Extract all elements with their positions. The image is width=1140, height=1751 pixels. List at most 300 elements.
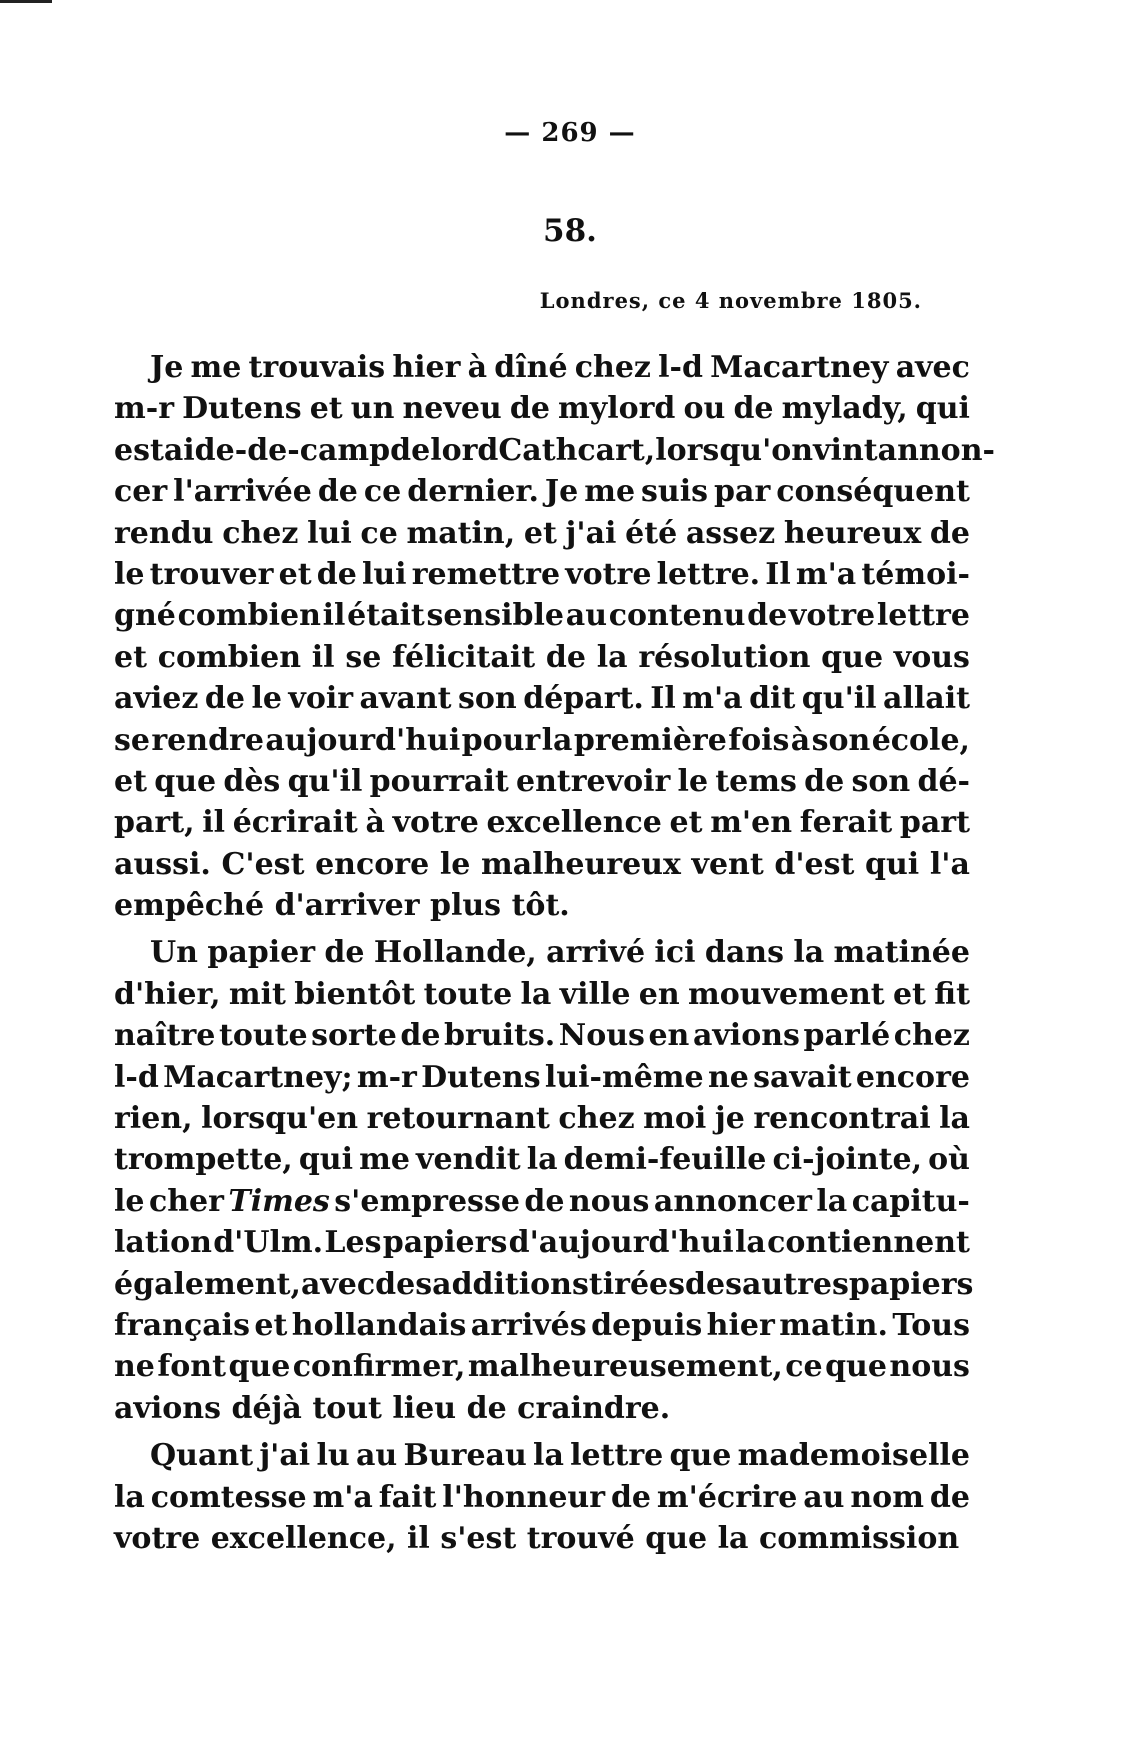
word: papier	[207, 935, 316, 971]
text-line	[114, 1346, 970, 1387]
word: la	[533, 1438, 564, 1474]
word: déjà	[231, 1390, 302, 1426]
word: votre	[788, 598, 876, 634]
word: par	[714, 474, 771, 510]
word: entrevoir	[515, 763, 671, 799]
word: comtesse	[150, 1479, 307, 1515]
word: chez	[574, 350, 651, 385]
word: malheureux	[480, 846, 681, 882]
word: neveu	[402, 391, 502, 427]
text-line	[114, 430, 995, 471]
word: son	[851, 763, 911, 799]
word: l-d	[114, 1059, 159, 1095]
word: Un	[150, 935, 198, 971]
word: première	[573, 722, 727, 758]
word: le	[114, 1183, 145, 1219]
word: annon-	[877, 432, 995, 468]
paragraph	[114, 347, 995, 926]
word: et	[309, 391, 343, 427]
word: remettre	[411, 556, 561, 592]
word: qui	[915, 391, 970, 427]
word: mylord	[558, 391, 676, 427]
word: tems	[715, 763, 797, 799]
word: de	[929, 515, 970, 551]
word: plus	[430, 888, 502, 924]
letter-number: 58.	[543, 213, 597, 249]
word: contiennent	[767, 1225, 970, 1261]
word: combien	[157, 639, 302, 675]
word: qui	[865, 846, 920, 882]
word: additions	[432, 1266, 589, 1302]
text-line	[114, 1435, 970, 1476]
paragraph	[114, 1435, 970, 1559]
word: ce	[360, 515, 398, 551]
word: français	[114, 1307, 250, 1343]
word: dit	[749, 681, 796, 717]
text-line	[114, 802, 970, 843]
word: avions	[114, 1390, 221, 1426]
word: témoi-	[861, 556, 970, 592]
word: naître	[114, 1018, 216, 1054]
word: parlé	[803, 1018, 891, 1054]
word: C'est	[221, 846, 305, 882]
word: Je	[544, 474, 579, 510]
word: mylady,	[781, 391, 908, 427]
word: que	[825, 1349, 887, 1385]
word: la	[541, 722, 573, 758]
word: j'ai	[259, 1438, 311, 1474]
word: le	[251, 681, 282, 717]
word: allait	[883, 681, 970, 717]
word: avec	[895, 350, 970, 385]
word: suis	[641, 474, 709, 510]
word: aide-de-camp	[163, 432, 391, 468]
word: trompette,	[114, 1142, 293, 1178]
word: fait	[378, 1479, 437, 1515]
word: lui	[361, 556, 407, 592]
word: matin.	[779, 1307, 888, 1343]
word: toute	[218, 1018, 308, 1054]
word: avions	[692, 1018, 800, 1054]
word: d'arriver	[274, 888, 420, 924]
word: un	[350, 391, 395, 427]
word: font	[157, 1349, 226, 1385]
word: à	[790, 722, 811, 758]
text-line	[114, 554, 970, 595]
word: Il	[765, 556, 791, 592]
word: papiers	[382, 1225, 508, 1261]
page-number: — 269 —	[504, 118, 636, 148]
word: vous	[893, 639, 970, 675]
word: d'aujourd'hui	[508, 1225, 734, 1261]
word: hier	[706, 1307, 775, 1343]
word: que	[154, 763, 217, 799]
word: moi	[643, 1101, 707, 1137]
word: été	[625, 515, 678, 551]
word: annoncer	[653, 1183, 812, 1219]
word: la	[520, 976, 552, 1012]
word: nous	[568, 1183, 650, 1219]
word: que	[821, 639, 884, 675]
word: se	[114, 722, 150, 758]
word: rendu	[114, 515, 214, 551]
word: m'a	[312, 1479, 373, 1515]
paragraph	[114, 932, 974, 1429]
word: dernier.	[407, 474, 539, 510]
text-line	[114, 1057, 970, 1098]
text-line	[114, 347, 970, 388]
word: demi-feuille	[563, 1142, 767, 1178]
word: chez	[222, 515, 299, 551]
text-line	[114, 761, 970, 802]
word: Macartney	[710, 350, 889, 385]
word: lieu	[392, 1390, 457, 1426]
word: votre	[565, 556, 652, 592]
word: m-r	[356, 1059, 417, 1095]
word: ou	[683, 391, 726, 427]
word: craindre.	[517, 1390, 671, 1426]
word: arrivés	[470, 1307, 587, 1343]
word: Les	[324, 1225, 382, 1261]
word: et	[278, 556, 312, 592]
word: savait	[753, 1059, 852, 1095]
word: Times	[228, 1183, 330, 1219]
word: l'arrivée	[173, 474, 312, 510]
word: Cathcart,	[498, 432, 656, 468]
word: rien,	[114, 1101, 193, 1137]
word: conséquent	[776, 474, 970, 510]
word: vint	[813, 432, 878, 468]
word: lu	[316, 1438, 350, 1474]
word: également,	[114, 1266, 301, 1302]
word: Il	[650, 681, 676, 717]
word: hier	[392, 350, 461, 385]
text-line	[114, 637, 970, 678]
word: de	[466, 1390, 507, 1426]
word: vendit	[416, 1142, 521, 1178]
letter-body	[114, 347, 995, 1559]
word: cher	[148, 1183, 224, 1219]
word: ne	[707, 1059, 749, 1095]
word: la	[114, 1479, 145, 1515]
word: contenu	[608, 598, 746, 634]
word: bientôt	[294, 976, 416, 1012]
text-line	[114, 1098, 970, 1139]
word: à	[467, 350, 488, 385]
word: de	[400, 1018, 441, 1054]
word: mouvement	[688, 976, 885, 1012]
word: en	[638, 976, 680, 1012]
word: retournant	[366, 1101, 550, 1137]
word: encore	[315, 846, 430, 882]
word: et	[254, 1307, 288, 1343]
word: il	[202, 805, 226, 841]
word: de	[316, 556, 357, 592]
dateline: Londres, ce 4 novembre 1805.	[539, 288, 922, 313]
word: l'honneur	[442, 1479, 606, 1515]
text-line	[114, 388, 970, 429]
word: félicitait	[392, 639, 536, 675]
word: aviez	[114, 681, 199, 717]
word: en	[648, 1018, 690, 1054]
text-line	[114, 1015, 970, 1056]
word: trouvé	[526, 1520, 635, 1556]
word: ferait	[799, 805, 893, 841]
word: tôt.	[511, 888, 570, 924]
word: Nous	[558, 1018, 645, 1054]
word: m'a	[682, 681, 743, 717]
word: la	[734, 1225, 766, 1261]
word: toute	[423, 976, 513, 1012]
word: ville	[559, 976, 631, 1012]
word: Tous	[892, 1307, 970, 1343]
text-line	[114, 678, 970, 719]
word: il	[407, 1520, 430, 1556]
word: m'a	[795, 556, 857, 592]
word: tout	[312, 1390, 382, 1426]
text-line	[114, 974, 970, 1015]
word: dans	[704, 935, 784, 971]
word: chez	[558, 1101, 635, 1137]
word: sensible	[426, 598, 565, 634]
word: il	[311, 639, 335, 675]
word: ci-jointe,	[772, 1142, 923, 1178]
word: qui	[298, 1142, 354, 1178]
word: qu'il	[801, 681, 877, 717]
word: autres	[741, 1266, 849, 1302]
word: ici	[654, 935, 696, 971]
word: hollandais	[291, 1307, 467, 1343]
word: depuis	[591, 1307, 703, 1343]
word: part,	[114, 805, 195, 841]
word: avant	[359, 681, 452, 717]
word: ne	[114, 1349, 155, 1385]
word: votre	[392, 805, 479, 841]
word: me	[359, 1142, 410, 1178]
word: résolution	[638, 639, 811, 675]
word: des	[375, 1266, 433, 1302]
word: lorsqu'on	[655, 432, 814, 468]
word: à	[365, 805, 385, 841]
word: de	[390, 432, 431, 468]
word: Macartney;	[163, 1059, 353, 1095]
word: la	[816, 1183, 848, 1219]
word: de	[545, 639, 586, 675]
word: Dutens	[182, 391, 302, 427]
word: la	[526, 1142, 558, 1178]
word: où	[928, 1142, 970, 1178]
word: de	[929, 1479, 970, 1515]
word: me	[584, 474, 636, 510]
word: combien	[177, 598, 321, 634]
word: m-r	[114, 391, 174, 427]
text-line	[114, 844, 970, 885]
word: fit	[934, 976, 970, 1012]
word: que	[228, 1349, 291, 1385]
word: j'ai	[565, 515, 617, 551]
word: sorte	[311, 1018, 397, 1054]
text-line	[114, 1305, 970, 1346]
text-line	[114, 1388, 970, 1429]
word: lui-même	[544, 1059, 704, 1095]
word: il	[322, 598, 346, 634]
word: de	[610, 1479, 652, 1515]
word: m'écrire	[656, 1479, 798, 1515]
word: nous	[889, 1349, 970, 1385]
word: écrirait	[232, 805, 358, 841]
word: le	[114, 556, 145, 592]
word: heureux	[783, 515, 922, 551]
word: capitu-	[851, 1183, 970, 1219]
word: Bureau	[403, 1438, 527, 1474]
word: lord	[430, 432, 499, 468]
word: son	[458, 681, 517, 717]
word: fois	[728, 722, 790, 758]
word: de	[324, 935, 365, 971]
word: avec	[300, 1266, 376, 1302]
word: part	[899, 805, 970, 841]
word: la	[793, 935, 825, 971]
word: la	[939, 1101, 970, 1137]
word: empêché	[114, 888, 265, 924]
word: lettre	[570, 1438, 664, 1474]
word: dé-	[917, 763, 970, 799]
text-line	[114, 513, 970, 554]
word: vent	[691, 846, 764, 882]
word: était	[347, 598, 425, 634]
word: dîné	[494, 350, 568, 385]
word: matin,	[406, 515, 516, 551]
word: mademoiselle	[737, 1438, 970, 1474]
word: de	[733, 391, 774, 427]
word: Hollande,	[373, 935, 537, 971]
word: lui	[307, 515, 352, 551]
word: d'est	[774, 846, 855, 882]
text-line	[114, 595, 970, 636]
word: d'Ulm.	[213, 1225, 324, 1261]
word: malheureusement,	[467, 1349, 783, 1385]
word: excellence,	[210, 1520, 397, 1556]
word: chez	[893, 1018, 970, 1054]
word: arrivé	[546, 935, 646, 971]
word: de	[747, 598, 788, 634]
word: de	[524, 1183, 565, 1219]
word: et	[523, 515, 557, 551]
word: ce	[363, 474, 402, 510]
word: aussi.	[114, 846, 211, 882]
word: lation	[114, 1225, 212, 1261]
text-line	[114, 1139, 970, 1180]
word: matinée	[833, 935, 970, 971]
word: rendre	[151, 722, 264, 758]
word: l'a	[929, 846, 970, 882]
word: lorsqu'en	[201, 1101, 359, 1137]
word: aujourd'hui	[265, 722, 461, 758]
word: Je	[150, 350, 184, 385]
word: est	[114, 432, 164, 468]
word: de	[204, 681, 245, 717]
text-line	[114, 932, 970, 973]
word: que	[645, 1520, 708, 1556]
word: se	[345, 639, 382, 675]
word: me	[190, 350, 242, 385]
word: votre	[114, 1520, 201, 1556]
word: école,	[871, 722, 970, 758]
word: gné	[114, 598, 176, 634]
word: pourrait	[369, 763, 509, 799]
word: la	[717, 1520, 749, 1556]
word: l-d	[658, 350, 703, 385]
word: son	[811, 722, 871, 758]
word: qu'il	[287, 763, 363, 799]
word: la	[596, 639, 628, 675]
word: voir	[288, 681, 354, 717]
text-line	[114, 885, 970, 926]
word: lettre	[876, 598, 970, 634]
word: assez	[685, 515, 776, 551]
scan-mark	[0, 0, 52, 3]
text-line	[114, 1518, 970, 1559]
word: trouvais	[248, 350, 386, 385]
word: Quant	[150, 1438, 254, 1474]
word: pour	[461, 722, 541, 758]
word: commission	[758, 1520, 960, 1556]
word: mit	[228, 976, 286, 1012]
word: bruits.	[444, 1018, 556, 1054]
word: trouver	[149, 556, 274, 592]
word: de	[317, 474, 358, 510]
word: d'hier,	[114, 976, 221, 1012]
word: tirées	[588, 1266, 686, 1302]
text-line	[114, 471, 970, 512]
word: et	[114, 763, 147, 799]
text-line	[114, 1264, 974, 1305]
text-line	[114, 1477, 970, 1518]
word: dès	[223, 763, 281, 799]
word: ce	[785, 1349, 823, 1385]
word: cer	[114, 474, 168, 510]
word: Dutens	[421, 1059, 541, 1095]
word: s'empresse	[334, 1183, 520, 1219]
word: papiers	[848, 1266, 974, 1302]
word: et	[892, 976, 926, 1012]
word: confirmer,	[292, 1349, 466, 1385]
word: je	[714, 1101, 745, 1137]
word: encore	[855, 1059, 970, 1095]
word: de	[509, 391, 550, 427]
word: nom	[850, 1479, 924, 1515]
word: au	[565, 598, 607, 634]
word: départ.	[523, 681, 644, 717]
word: excellence	[486, 805, 662, 841]
word: rencontrai	[753, 1101, 931, 1137]
text-line	[114, 1222, 970, 1263]
word: le	[439, 846, 471, 882]
word: m'en	[710, 805, 793, 841]
text-line	[114, 720, 970, 761]
word: et	[669, 805, 703, 841]
word: au	[355, 1438, 398, 1474]
word: le	[677, 763, 709, 799]
word: lettre.	[656, 556, 761, 592]
word: des	[685, 1266, 742, 1302]
word: que	[669, 1438, 732, 1474]
word: et	[114, 639, 147, 675]
word: au	[803, 1479, 845, 1515]
word: de	[804, 763, 845, 799]
word: s'est	[440, 1520, 517, 1556]
text-line	[114, 1181, 970, 1222]
